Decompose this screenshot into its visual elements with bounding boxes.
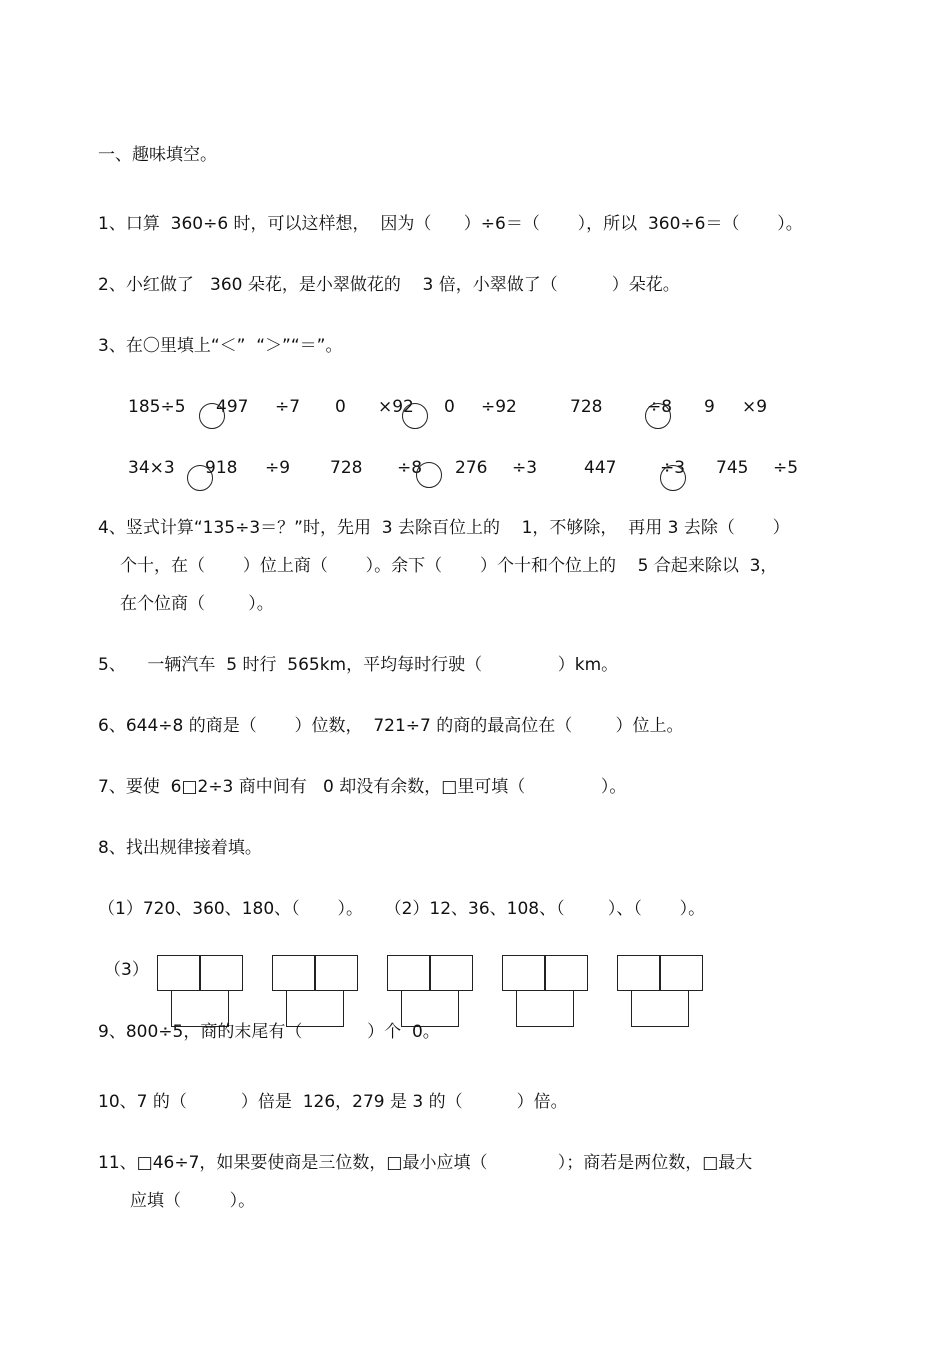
q3-expr: 918 [205,458,238,478]
q3-expr: 728 [330,458,363,478]
q3-expr: 728 [570,397,603,417]
question-10: 10、7 的（ ）倍是 126，279 是 3 的（ ）倍。 [98,1092,568,1112]
question-8-part-3-label: （3） [104,960,149,980]
q3-expr: 0 [335,397,346,417]
question-1: 1、口算 360÷6 时，可以这样想， 因为（ ）÷6＝（ ），所以 360÷6＝（ ）。 [98,214,803,234]
pattern-stem [516,991,574,1027]
pattern-figure-2 [272,955,358,1029]
q3-expr: ×92 [378,397,414,417]
question-5: 5、 一辆汽车 5 时行 565km，平均每时行驶（ ）km。 [98,655,619,675]
pattern-figure-1 [157,955,243,1029]
question-4-line-3: 在个位商（ ）。 [120,594,274,614]
compare-circle[interactable] [402,403,428,429]
q3-expr: ÷8 [647,397,673,417]
pattern-box [157,955,200,991]
question-4-line-1: 4、竖式计算“135÷3＝？”时，先用 3 去除百位上的 1，不够除， 再用 3 去除（ ） [98,518,790,538]
question-4-line-2: 个十，在（ ）位上商（ ）。余下（ ）个十和个位上的 5 合起来除以 3， [120,556,778,576]
q3-expr: ÷7 [275,397,301,417]
question-9: 9、800÷5，商的末尾有（ ）个 0。 [98,1022,440,1042]
compare-circle[interactable] [660,465,686,491]
pattern-box [617,955,660,991]
pattern-box [387,955,430,991]
compare-circle[interactable] [416,462,442,488]
pattern-box [200,955,243,991]
question-7: 7、要使 6□2÷3 商中间有 0 却没有余数，□里可填（ ）。 [98,777,627,797]
pattern-box [315,955,358,991]
pattern-box [430,955,473,991]
question-8: 8、找出规律接着填。 [98,838,262,858]
q3-expr: 447 [584,458,617,478]
question-2: 2、小红做了 360 朵花，是小翠做花的 3 倍，小翠做了（ ）朵花。 [98,275,680,295]
q3-expr: ÷5 [773,458,799,478]
pattern-figure-3 [387,955,473,1029]
q3-expr: ÷9 [265,458,291,478]
pattern-box [502,955,545,991]
q3-expr: 9 [704,397,715,417]
question-11-line-1: 11、□46÷7，如果要使商是三位数，□最小应填（ ）；商若是两位数，□最大 [98,1153,753,1173]
q3-expr: 185÷5 [128,397,186,417]
q3-expr: ÷92 [481,397,517,417]
q3-expr: ÷3 [512,458,538,478]
question-3: 3、在〇里填上“＜” “＞”“＝”。 [98,336,343,356]
q3-expr: ÷8 [397,458,423,478]
pattern-stem [631,991,689,1027]
question-8-part-1-2: （1）720、360、180、（ ）。 （2）12、36、108、（ ）、（ ）。 [98,899,706,919]
pattern-box [272,955,315,991]
q3-expr: 745 [716,458,749,478]
q3-expr: ÷3 [660,458,686,478]
pattern-figure-5 [617,955,703,1029]
compare-circle[interactable] [645,403,671,429]
q3-expr: 0 [444,397,455,417]
question-6: 6、644÷8 的商是（ ）位数， 721÷7 的商的最高位在（ ）位上。 [98,716,684,736]
question-11-line-2: 应填（ ）。 [130,1191,256,1211]
pattern-box [545,955,588,991]
compare-circle[interactable] [199,403,225,429]
compare-circle[interactable] [187,465,213,491]
q3-expr: 276 [455,458,488,478]
pattern-figure-4 [502,955,588,1029]
q3-expr: 34×3 [128,458,175,478]
pattern-box [660,955,703,991]
q3-expr: ×9 [742,397,768,417]
section-title: 一、趣味填空。 [98,145,217,165]
q3-expr: 497 [216,397,249,417]
